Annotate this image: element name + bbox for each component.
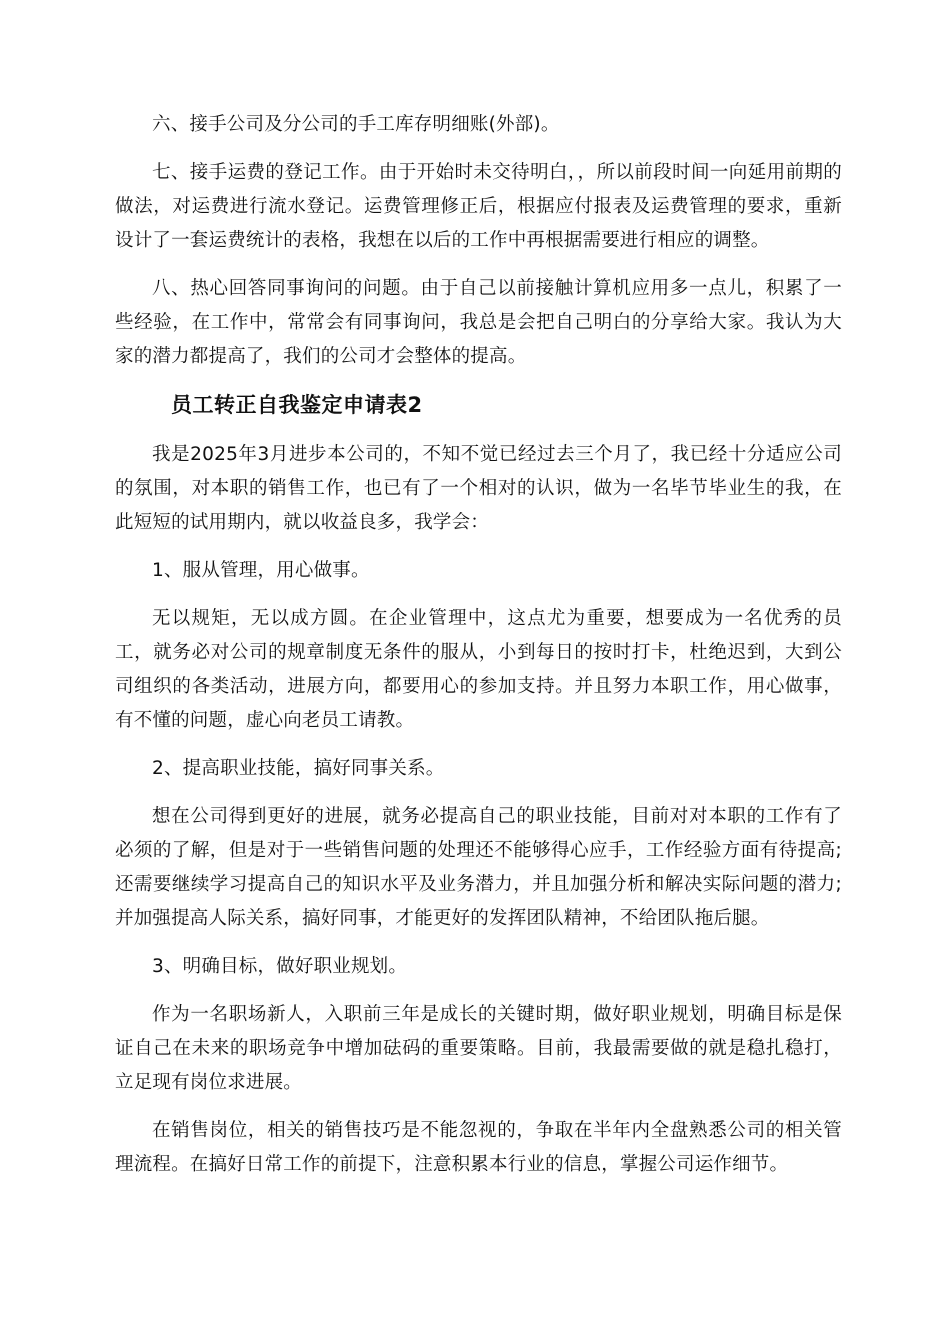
list-heading-2: 2、提高职业技能，搞好同事关系。 — [152, 758, 445, 779]
paragraph-item-6: 六、接手公司及分公司的手工库存明细账(外部)。 — [152, 114, 560, 135]
paragraph-intro: 我是2025年3月进步本公司的，不知不觉已经过去三个月了，我已经十分适应公司的氛围，对本职的销售工作，也已有了一个相对的认识，做为一名毕节毕业生的我，在此短短的试用期内，就以收益良多，我学会： — [115, 444, 842, 533]
list-heading-1: 1、服从管理，用心做事。 — [152, 560, 370, 581]
section-heading: 员工转正自我鉴定申请表2 — [171, 393, 423, 417]
document-body — [115, 108, 842, 1196]
paragraph-body-1: 无以规矩，无以成方圆。在企业管理中，这点尤为重要，想要成为一名优秀的员工，就务必对公司的规章制度无条件的服从，小到每日的按时打卡，杜绝迟到，大到公司组织的各类活动，进展方向，都要用心的参加支持。并且努力本职工作，用心做事，有不懂的问题，虚心向老员工请教。 — [115, 608, 842, 731]
list-heading-3: 3、明确目标，做好职业规划。 — [152, 956, 408, 977]
paragraph-body-2: 想在公司得到更好的进展，就务必提高自己的职业技能，目前对对本职的工作有了必须的了解，但是对于一些销售问题的处理还不能够得心应手，工作经验方面有待提高;还需要继续学习提高自己的知识水平及业务潜力，并且加强分析和解决实际问题的潜力;并加强提高人际关系，搞好同事，才能更好的发挥团队精神，不给团队拖后腿。 — [115, 806, 842, 929]
paragraph-item-7: 七、接手运费的登记工作。由于开始时未交待明白，，所以前段时间一向延用前期的做法，对运费进行流水登记。运费管理修正后，根据应付报表及运费管理的要求，重新设计了一套运费统计的表格，我想在以后的工作中再根据需要进行相应的调整。 — [115, 162, 842, 251]
paragraph-body-4: 在销售岗位，相关的销售技巧是不能忽视的，争取在半年内全盘熟悉公司的相关管理流程。在搞好日常工作的前提下，注意积累本行业的信息，掌握公司运作细节。 — [115, 1120, 842, 1175]
paragraph-item-8: 八、热心回答同事询问的问题。由于自己以前接触计算机应用多一点儿，积累了一些经验，在工作中，常常会有同事询问，我总是会把自己明白的分享给大家。我认为大家的潜力都提高了，我们的公司才会整体的提高。 — [115, 278, 842, 367]
paragraph-body-3: 作为一名职场新人，入职前三年是成长的关键时期，做好职业规划，明确目标是保证自己在未来的职场竞争中增加砝码的重要策略。目前，我最需要做的就是稳扎稳打，立足现有岗位求进展。 — [115, 1004, 842, 1093]
